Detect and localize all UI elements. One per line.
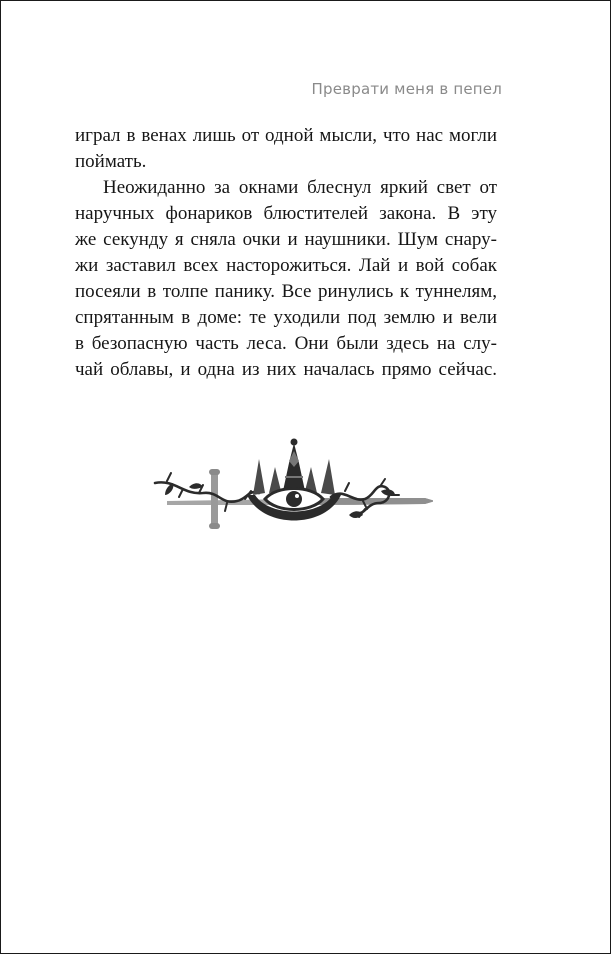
text-line: наручных фонариков блюстителей закона. В эту (75, 203, 497, 224)
text-line: играл в венах лишь от одной мысли, что нас могли (75, 125, 497, 146)
text-line: жи заставил всех насторожиться. Лай и вой собак (75, 255, 497, 276)
text-line: поймать. (75, 151, 147, 172)
sword-crossguard (211, 471, 218, 527)
text-line: спрятанным в доме: те уходили под землю и вели (75, 307, 497, 328)
text-line: чай облавы, и одна из них началась прямо сейчас. (75, 359, 497, 380)
crown-eye-ornament-icon (153, 437, 433, 533)
text-line: в безопасную часть леса. Они были здесь на слу- (75, 333, 497, 354)
paragraph-first-line: Неожиданно за окнами блеснул яркий свет от (103, 177, 497, 198)
running-head-title: Преврати меня в пепел (311, 80, 502, 98)
text-line: же секунду я сняла очки и наушники. Шум снару- (75, 229, 497, 250)
body-text (75, 123, 497, 383)
eye-iris (286, 491, 302, 507)
text-line: посеяли в толпе панику. Все ринулись к туннелям, (75, 281, 497, 302)
